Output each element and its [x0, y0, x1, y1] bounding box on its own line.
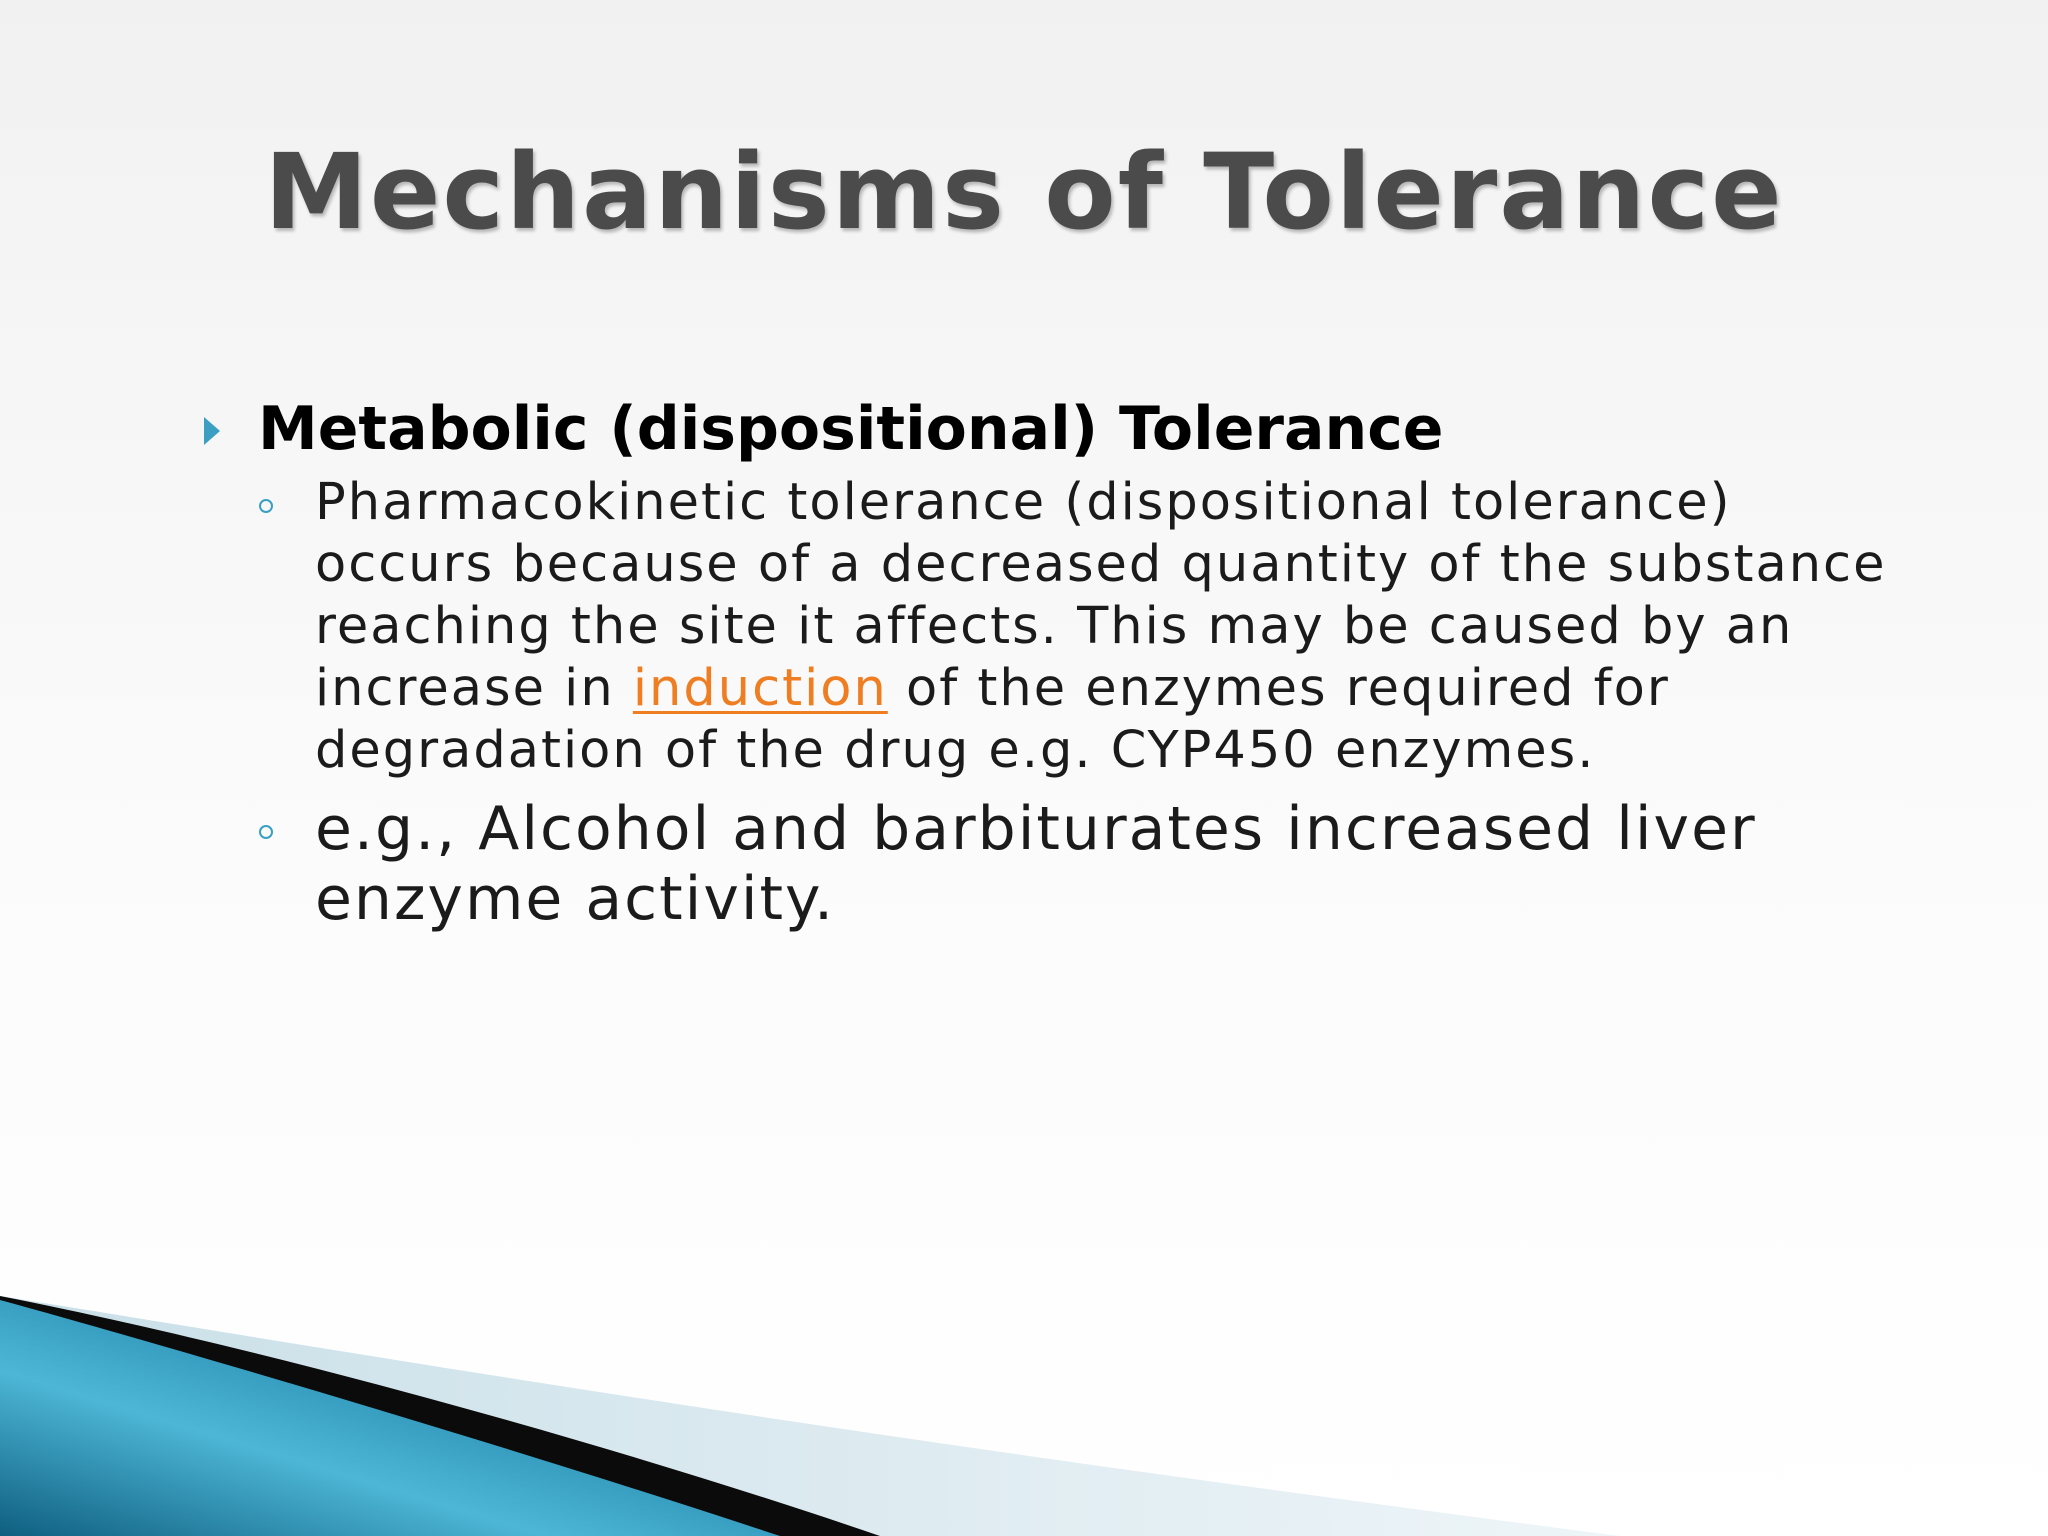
sub-bullet-text-before-link: Pharmacokinetic tolerance (dispositional tolerance) occurs because of a decreased quantity of the substance reaching the site it affects. This may be caused by an increase in: [315, 473, 1887, 718]
bullet-heading: Metabolic (dispositional) Tolerance: [258, 394, 1444, 464]
induction-link[interactable]: induction: [632, 659, 888, 718]
slide-title: Mechanisms of Tolerance: [264, 131, 1784, 253]
sub-bullet-text-after-link: of the enzymes required for degradation of the drug e.g. CYP450 enzymes.: [315, 659, 1670, 780]
sub-bullet-example-text: e.g., Alcohol and barbiturates increased liver enzyme activity.: [315, 794, 1757, 934]
